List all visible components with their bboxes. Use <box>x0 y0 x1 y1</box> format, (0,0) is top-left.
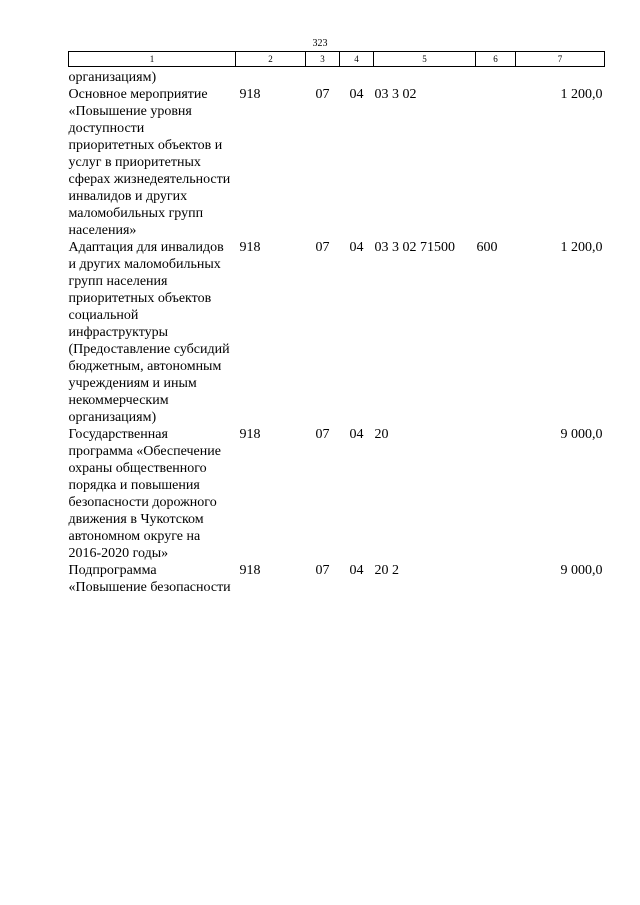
table-row <box>69 239 605 426</box>
row-subsection: 04 <box>349 87 364 102</box>
header-row <box>69 52 605 67</box>
header-col-1: 1 <box>69 52 236 67</box>
row-amount: 1 200,0 <box>560 87 603 102</box>
row-section: 07 <box>315 240 330 255</box>
row-amount: 9 000,0 <box>560 427 603 442</box>
header-col-6: 6 <box>476 52 516 67</box>
row-ministry-code: 918 <box>239 563 261 578</box>
row-target-item: 03 3 02 <box>374 87 417 102</box>
row-expense-type <box>476 426 516 562</box>
row-target-item: 03 3 02 71500 <box>374 240 455 255</box>
header-col-7: 7 <box>516 52 605 67</box>
header-col-2: 2 <box>236 52 306 67</box>
header-col-3: 3 <box>306 52 340 67</box>
row-section <box>306 69 340 86</box>
header-col-5: 5 <box>374 52 476 67</box>
budget-table <box>68 51 605 596</box>
row-section: 07 <box>315 563 330 578</box>
header-col-4: 4 <box>340 52 374 67</box>
row-expense-type <box>476 69 516 86</box>
row-section: 07 <box>315 87 330 102</box>
row-amount: 1 200,0 <box>560 240 603 255</box>
table-row <box>69 562 605 596</box>
row-subsection: 04 <box>349 427 364 442</box>
row-ministry-code: 918 <box>239 87 261 102</box>
row-name: Адаптация для инвалидов и других маломобильных групп населения приоритетных объектов социальной инфраструктуры (Предоставление субсидий бюджетным, автономным учреждениям и иным некоммерческим организациям) <box>68 240 230 425</box>
row-expense-type <box>476 86 516 239</box>
row-name: Государственная программа «Обеспечение охраны общественного порядка и повышения безопасности дорожного движения в Чукотском автономном округе на 2016-2020 годы» <box>68 427 221 561</box>
table-row <box>69 426 605 562</box>
row-subsection: 04 <box>349 563 364 578</box>
row-name: организациям) <box>68 70 157 85</box>
row-target-item: 20 2 <box>374 563 399 578</box>
row-subsection: 04 <box>349 240 364 255</box>
row-name: Подпрограмма «Повышение безопасности <box>68 563 231 595</box>
row-target-item: 20 <box>374 427 389 442</box>
row-ministry-code <box>236 69 306 86</box>
page-number: 323 <box>312 38 328 49</box>
row-section: 07 <box>315 427 330 442</box>
row-subsection <box>340 69 374 86</box>
row-amount: 9 000,0 <box>560 563 603 578</box>
table-row <box>69 86 605 239</box>
row-name: Основное мероприятие «Повышение уровня доступности приоритетных объектов и услуг в приоритетных сферах жизнедеятельности инвалидов и других маломобильных групп населения» <box>68 87 231 238</box>
row-amount <box>516 69 605 86</box>
table-row <box>69 69 605 86</box>
row-ministry-code: 918 <box>239 427 261 442</box>
row-target-item <box>374 69 476 86</box>
row-expense-type <box>476 562 516 596</box>
row-ministry-code: 918 <box>239 240 261 255</box>
row-expense-type: 600 <box>476 240 498 255</box>
